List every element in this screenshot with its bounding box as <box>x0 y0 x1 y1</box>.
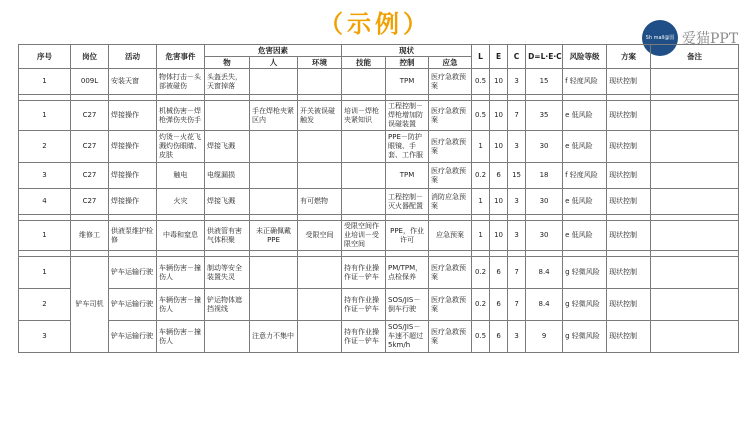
cell-control: SOS/JIS－车速不超过5km/h <box>386 321 429 353</box>
cell-env: 受限空间 <box>298 221 342 251</box>
cell-D: 30 <box>526 221 563 251</box>
cell-L: 1 <box>472 221 490 251</box>
cell-remark <box>651 189 739 215</box>
cell-activity: 供液泵维护检修 <box>109 221 157 251</box>
header-status: 现状 <box>342 45 472 57</box>
cell-E: 10 <box>490 189 508 215</box>
risk-assessment-table <box>18 44 739 353</box>
cell-env <box>298 163 342 189</box>
table-row <box>19 321 739 353</box>
cell-L: 0.2 <box>472 163 490 189</box>
header-C: C <box>508 45 526 69</box>
table-row <box>19 221 739 251</box>
cell-person: 手在焊枪夹紧区内 <box>250 101 298 131</box>
cell-plan: 现状控制 <box>607 289 651 321</box>
cell-emergency: 医疗急救预案 <box>429 163 472 189</box>
cell-hazard: 灼烫－火花飞溅灼伤眼睛、皮肤 <box>157 131 205 163</box>
cell-remark <box>651 131 739 163</box>
cell-post: 维修工 <box>71 221 109 251</box>
cell-L: 1 <box>472 189 490 215</box>
cell-env <box>298 257 342 289</box>
cell-post: C27 <box>71 101 109 131</box>
cell-hazard: 物体打击－头部被碰伤 <box>157 69 205 95</box>
cell-control: PM/TPM，点检保养 <box>386 257 429 289</box>
page-title: （示例） <box>319 10 431 38</box>
cell-post: 009L <box>71 69 109 95</box>
cell-env <box>298 321 342 353</box>
header-E: E <box>490 45 508 69</box>
cell-thing: 头盔丢失，天窗掉落 <box>205 69 250 95</box>
cell-remark <box>651 321 739 353</box>
cell-D: 18 <box>526 163 563 189</box>
cell-control: SOS/JIS－倒车行驶 <box>386 289 429 321</box>
cell-control: TPM <box>386 69 429 95</box>
cell-post: C27 <box>71 131 109 163</box>
logo-mark: Sh mall@国 <box>642 20 678 56</box>
cell-L: 0.5 <box>472 101 490 131</box>
cell-E: 10 <box>490 131 508 163</box>
cell-seq: 1 <box>19 101 71 131</box>
table-row <box>19 289 739 321</box>
cell-env <box>298 289 342 321</box>
cell-skill <box>342 131 386 163</box>
cell-C: 3 <box>508 321 526 353</box>
cell-emergency: 应急预案 <box>429 221 472 251</box>
cell-L: 1 <box>472 131 490 163</box>
table-row <box>19 131 739 163</box>
table-row <box>19 69 739 95</box>
table-row <box>19 101 739 131</box>
cell-env <box>298 69 342 95</box>
cell-activity: 焊接操作 <box>109 101 157 131</box>
cell-emergency: 医疗急救预案 <box>429 101 472 131</box>
cell-seq: 2 <box>19 289 71 321</box>
cell-C: 3 <box>508 189 526 215</box>
cell-thing: 电缆漏损 <box>205 163 250 189</box>
header-activity: 活动 <box>109 45 157 69</box>
cell-activity: 铲车运输行驶 <box>109 257 157 289</box>
cell-thing: 焊接飞溅 <box>205 189 250 215</box>
cell-skill <box>342 189 386 215</box>
cell-post: C27 <box>71 163 109 189</box>
cell-D: 35 <box>526 101 563 131</box>
cell-emergency: 医疗急救预案 <box>429 69 472 95</box>
header-hf-env: 环境 <box>298 57 342 69</box>
cell-L: 0.2 <box>472 289 490 321</box>
cell-D: 9 <box>526 321 563 353</box>
header-post: 岗位 <box>71 45 109 69</box>
cell-activity: 铲车运输行驶 <box>109 321 157 353</box>
cell-level: e 低风险 <box>563 131 607 163</box>
cell-skill <box>342 163 386 189</box>
cell-person <box>250 131 298 163</box>
cell-thing: 焊接飞溅 <box>205 131 250 163</box>
cell-C: 7 <box>508 257 526 289</box>
cell-plan: 现状控制 <box>607 69 651 95</box>
cell-hazard: 机械伤害－焊枪弹伤夹伤手 <box>157 101 205 131</box>
cell-hazard: 火灾 <box>157 189 205 215</box>
cell-person: 注意力不集中 <box>250 321 298 353</box>
header-plan: 方案 <box>607 45 651 69</box>
cell-plan: 现状控制 <box>607 101 651 131</box>
cell-L: 0.2 <box>472 257 490 289</box>
cell-person <box>250 163 298 189</box>
cell-remark <box>651 101 739 131</box>
cell-remark <box>651 289 739 321</box>
header-L: L <box>472 45 490 69</box>
cell-D: 30 <box>526 131 563 163</box>
header-st-emergency: 应急 <box>429 57 472 69</box>
cell-control: PPE－防护眼镜、手套、工作服 <box>386 131 429 163</box>
cell-level: g 轻微风险 <box>563 257 607 289</box>
cell-activity: 焊接操作 <box>109 131 157 163</box>
table-row <box>19 163 739 189</box>
cell-emergency: 医疗急救预案 <box>429 131 472 163</box>
header-row-1 <box>19 45 739 57</box>
cell-C: 3 <box>508 131 526 163</box>
cell-level: f 轻度风险 <box>563 69 607 95</box>
header-risk-level: 风险等级 <box>563 45 607 69</box>
cell-C: 7 <box>508 101 526 131</box>
cell-person <box>250 257 298 289</box>
cell-env <box>298 131 342 163</box>
cell-env: 有可燃物 <box>298 189 342 215</box>
cell-thing: 铲运物体遮挡视线 <box>205 289 250 321</box>
cell-E: 6 <box>490 289 508 321</box>
cell-seq: 1 <box>19 257 71 289</box>
header-st-skill: 技能 <box>342 57 386 69</box>
cell-person <box>250 189 298 215</box>
cell-L: 0.5 <box>472 321 490 353</box>
cell-person <box>250 289 298 321</box>
header-hazard-factors: 危害因素 <box>205 45 342 57</box>
cell-D: 8.4 <box>526 257 563 289</box>
cell-emergency: 医疗急救预案 <box>429 257 472 289</box>
cell-env: 开关被误碰触发 <box>298 101 342 131</box>
cell-person <box>250 69 298 95</box>
cell-person: 未正确佩戴PPE <box>250 221 298 251</box>
cell-plan: 现状控制 <box>607 189 651 215</box>
cell-post: C27 <box>71 189 109 215</box>
header-st-control: 控制 <box>386 57 429 69</box>
cell-L: 0.5 <box>472 69 490 95</box>
cell-plan: 现状控制 <box>607 321 651 353</box>
cell-level: e 低风险 <box>563 221 607 251</box>
cell-C: 15 <box>508 163 526 189</box>
header-remark: 备注 <box>651 45 739 69</box>
cell-D: 30 <box>526 189 563 215</box>
cell-activity: 焊接操作 <box>109 189 157 215</box>
cell-hazard: 中毒和窒息 <box>157 221 205 251</box>
cell-D: 15 <box>526 69 563 95</box>
cell-E: 6 <box>490 257 508 289</box>
cell-post-forklift: 铲车司机 <box>71 257 109 353</box>
header-hazard-event: 危害事件 <box>157 45 205 69</box>
cell-E: 6 <box>490 321 508 353</box>
cell-seq: 1 <box>19 221 71 251</box>
cell-plan: 现状控制 <box>607 221 651 251</box>
cell-level: e 低风险 <box>563 101 607 131</box>
table-row <box>19 257 739 289</box>
cell-hazard: 车辆伤害－撞伤人 <box>157 289 205 321</box>
cell-control: TPM <box>386 163 429 189</box>
cell-remark <box>651 221 739 251</box>
cell-seq: 3 <box>19 321 71 353</box>
cell-emergency: 医疗急救预案 <box>429 321 472 353</box>
cell-thing: 制动等安全装置失灵 <box>205 257 250 289</box>
cell-emergency: 医疗急救预案 <box>429 289 472 321</box>
cell-hazard: 触电 <box>157 163 205 189</box>
cell-thing <box>205 101 250 131</box>
cell-activity: 焊接操作 <box>109 163 157 189</box>
cell-E: 6 <box>490 163 508 189</box>
table-row <box>19 189 739 215</box>
cell-skill: 培训－焊枪夹紧知识 <box>342 101 386 131</box>
header-D: D=L·E·C <box>526 45 563 69</box>
cell-activity: 铲车运输行驶 <box>109 289 157 321</box>
cell-seq: 3 <box>19 163 71 189</box>
cell-C: 3 <box>508 221 526 251</box>
cell-hazard: 车辆伤害－撞伤人 <box>157 321 205 353</box>
cell-skill: 持有作业操作证－铲车 <box>342 257 386 289</box>
cell-E: 10 <box>490 101 508 131</box>
cell-control: 工程控制－灭火器配置 <box>386 189 429 215</box>
cell-level: f 轻度风险 <box>563 163 607 189</box>
cell-skill <box>342 69 386 95</box>
cell-seq: 1 <box>19 69 71 95</box>
cell-remark <box>651 69 739 95</box>
cell-level: g 轻微风险 <box>563 289 607 321</box>
cell-D: 8.4 <box>526 289 563 321</box>
header-seq: 序号 <box>19 45 71 69</box>
cell-E: 10 <box>490 69 508 95</box>
cell-skill: 持有作业操作证－铲车 <box>342 321 386 353</box>
cell-level: e 低风险 <box>563 189 607 215</box>
header-hf-thing: 物 <box>205 57 250 69</box>
cell-C: 3 <box>508 69 526 95</box>
cell-thing <box>205 321 250 353</box>
logo-text: 爱猫PPT <box>682 31 739 47</box>
header-hf-person: 人 <box>250 57 298 69</box>
cell-seq: 4 <box>19 189 71 215</box>
cell-activity: 安装天窗 <box>109 69 157 95</box>
cell-remark <box>651 257 739 289</box>
cell-E: 10 <box>490 221 508 251</box>
cell-emergency: 消防应急预案 <box>429 189 472 215</box>
cell-control: 工程控制－焊枪增加防误碰装置 <box>386 101 429 131</box>
cell-remark <box>651 163 739 189</box>
cell-skill: 持有作业操作证－铲车 <box>342 289 386 321</box>
cell-control: PPE，作业许可 <box>386 221 429 251</box>
cell-seq: 2 <box>19 131 71 163</box>
cell-skill: 受限空间作业培训－受限空间 <box>342 221 386 251</box>
cell-C: 7 <box>508 289 526 321</box>
cell-thing: 供液管有害气体积聚 <box>205 221 250 251</box>
cell-plan: 现状控制 <box>607 131 651 163</box>
cell-level: g 轻微风险 <box>563 321 607 353</box>
cell-plan: 现状控制 <box>607 163 651 189</box>
cell-plan: 现状控制 <box>607 257 651 289</box>
cell-hazard: 车辆伤害－撞伤人 <box>157 257 205 289</box>
